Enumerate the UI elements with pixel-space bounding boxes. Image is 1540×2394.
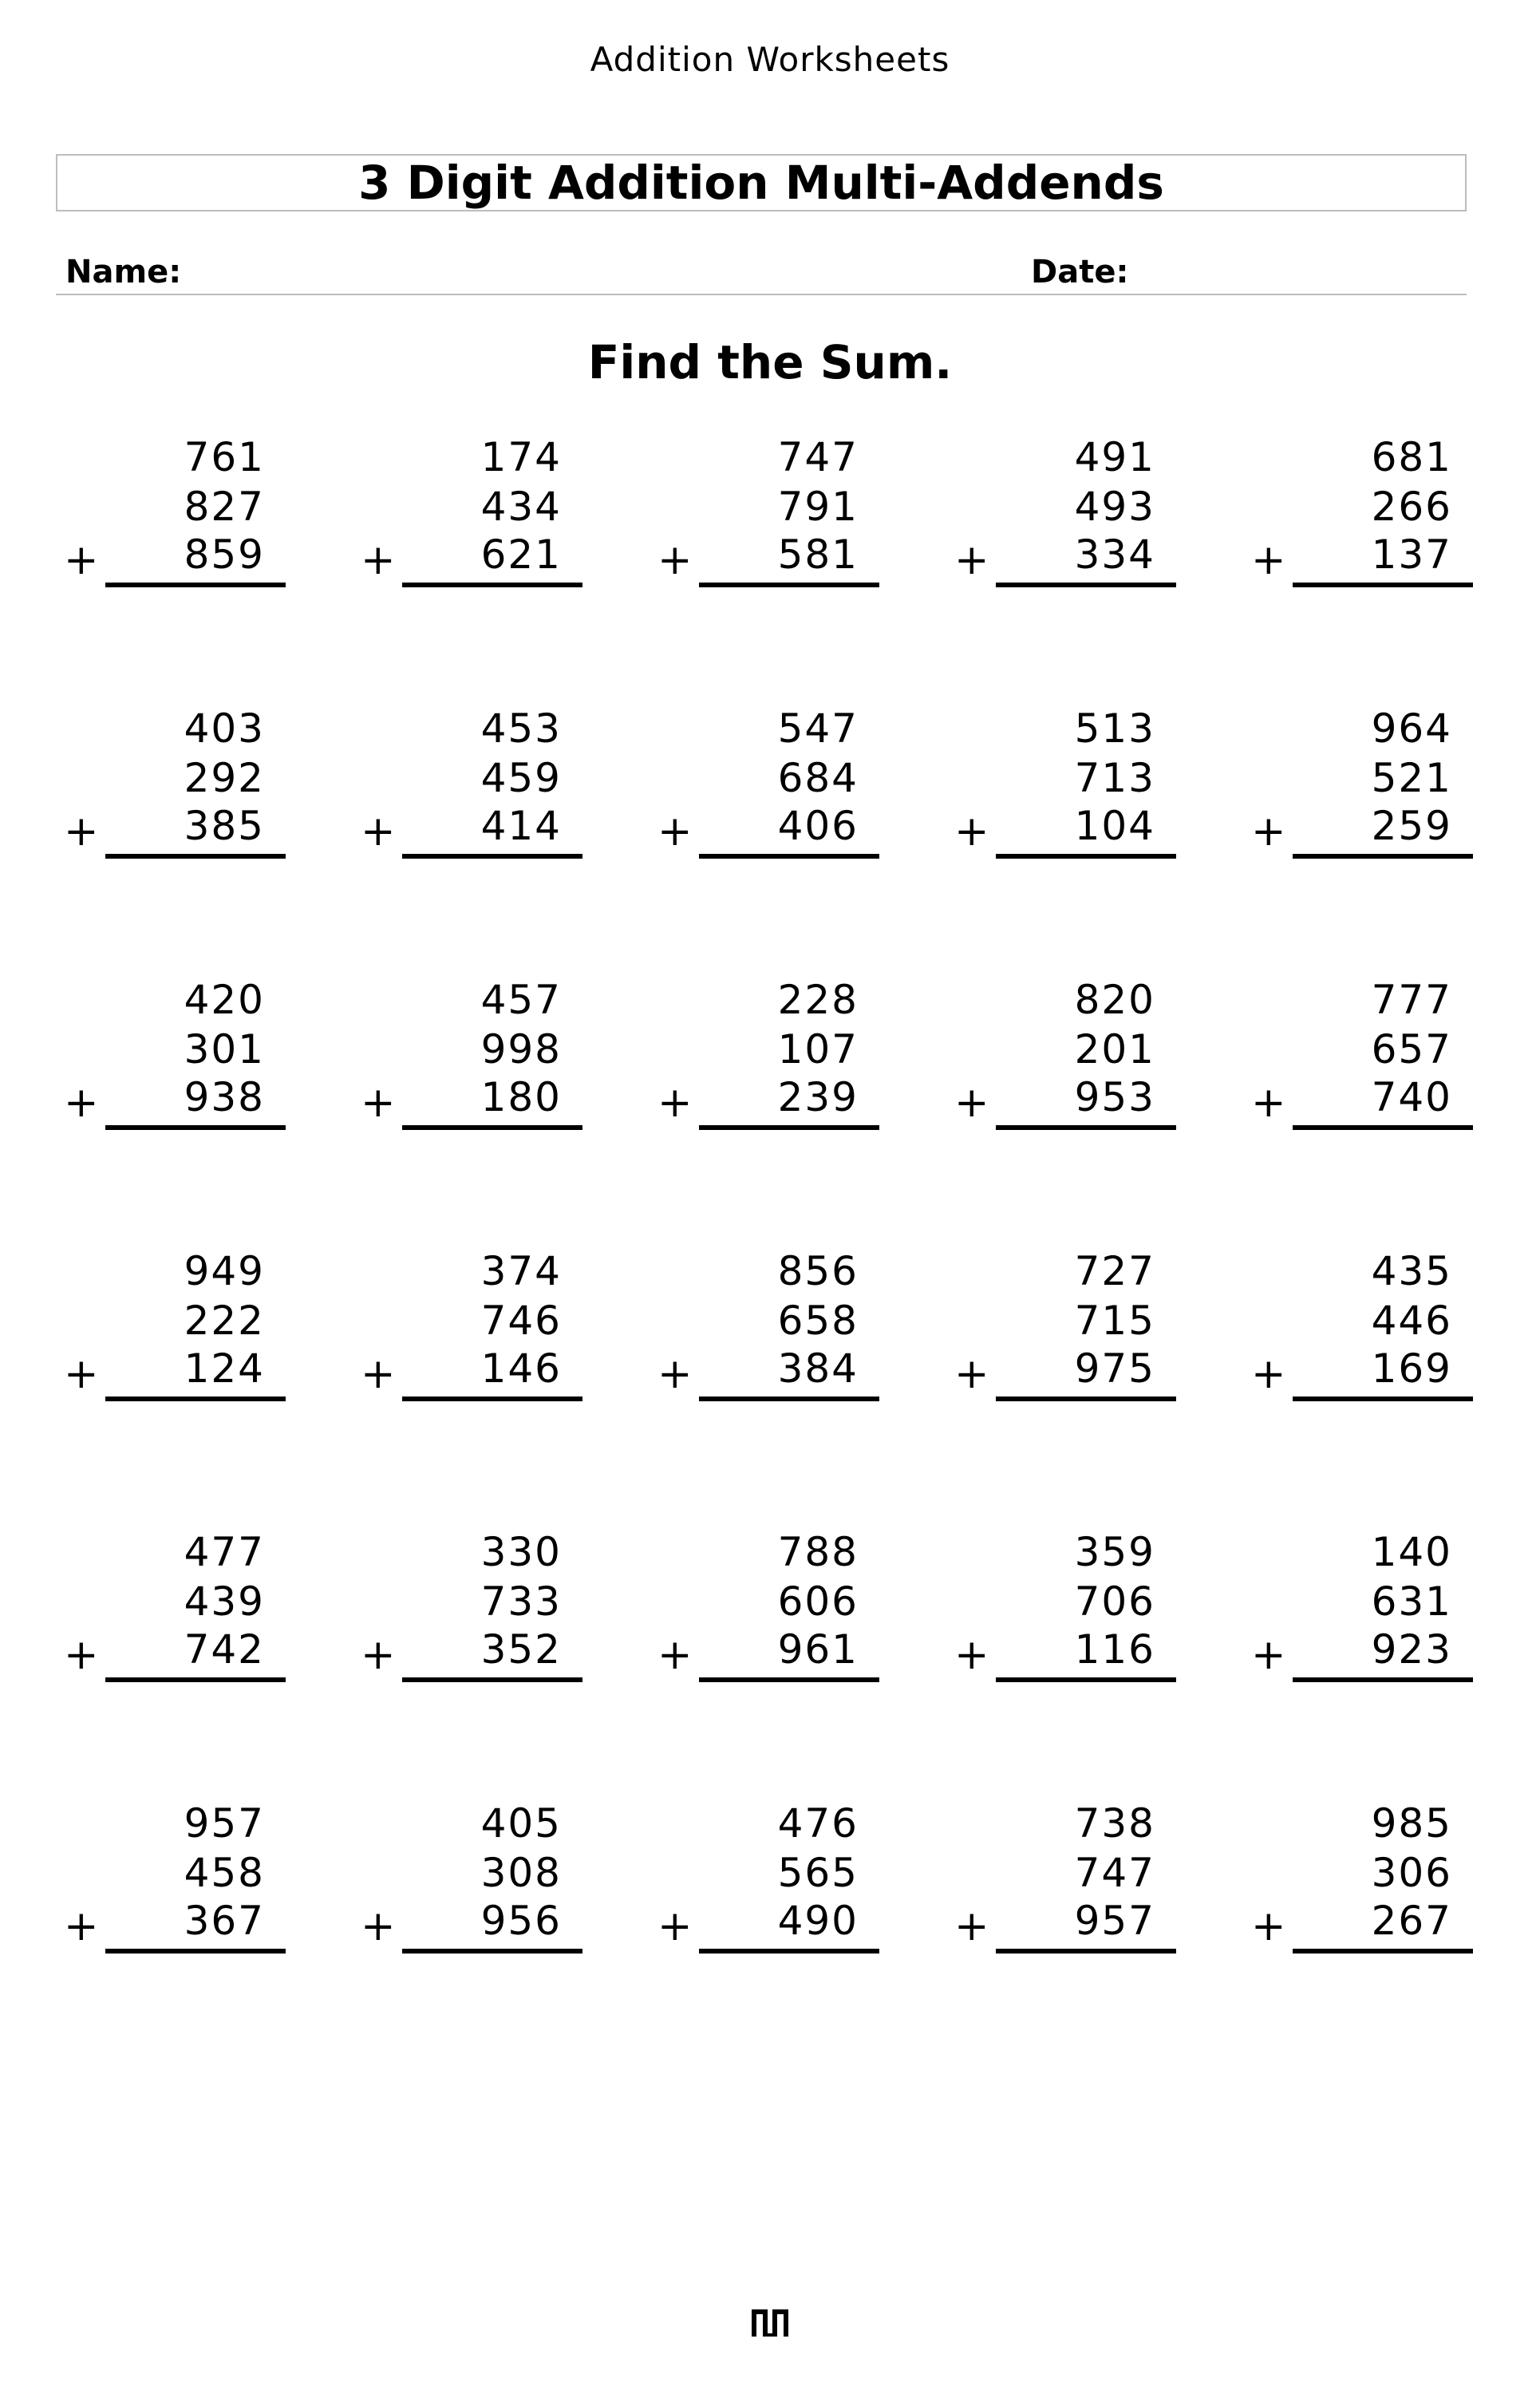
addend-3: 956 bbox=[480, 1898, 562, 1944]
plus-sign: + bbox=[657, 536, 693, 584]
answer-line bbox=[402, 583, 582, 587]
addition-problem bbox=[64, 977, 287, 1140]
plus-sign: + bbox=[954, 1079, 989, 1127]
addend-2: 658 bbox=[777, 1298, 859, 1344]
plus-sign: + bbox=[657, 1902, 693, 1950]
addend-2: 713 bbox=[1074, 755, 1155, 801]
addend-3: 137 bbox=[1371, 531, 1452, 578]
addition-problem bbox=[64, 1529, 287, 1692]
addend-1: 420 bbox=[184, 977, 265, 1023]
plus-sign: + bbox=[657, 1350, 693, 1398]
instruction: Find the Sum. bbox=[587, 335, 953, 389]
plus-sign: + bbox=[64, 808, 99, 855]
addition-problem bbox=[1251, 434, 1475, 597]
answer-line bbox=[105, 854, 286, 859]
addition-problem bbox=[1251, 1800, 1475, 1963]
plus-sign: + bbox=[1251, 1902, 1286, 1950]
answer-line bbox=[699, 854, 879, 859]
plus-sign: + bbox=[954, 808, 989, 855]
addend-3: 169 bbox=[1371, 1345, 1452, 1392]
answer-line bbox=[996, 1677, 1176, 1682]
addend-1: 949 bbox=[184, 1248, 265, 1294]
plus-sign: + bbox=[657, 808, 693, 855]
addend-1: 453 bbox=[480, 705, 562, 752]
addend-2: 827 bbox=[184, 484, 265, 530]
addend-1: 957 bbox=[184, 1800, 265, 1847]
answer-line bbox=[402, 854, 582, 859]
addend-3: 180 bbox=[480, 1074, 562, 1120]
addend-1: 788 bbox=[777, 1529, 859, 1575]
plus-sign: + bbox=[64, 1631, 99, 1679]
addend-3: 104 bbox=[1074, 803, 1155, 849]
addend-1: 405 bbox=[480, 1800, 562, 1847]
addition-problem bbox=[361, 1248, 584, 1411]
addend-3: 621 bbox=[480, 531, 562, 578]
addend-3: 414 bbox=[480, 803, 562, 849]
addend-1: 513 bbox=[1074, 705, 1155, 752]
addend-2: 222 bbox=[184, 1298, 265, 1344]
addend-2: 459 bbox=[480, 755, 562, 801]
plus-sign: + bbox=[361, 1902, 396, 1950]
addend-1: 477 bbox=[184, 1529, 265, 1575]
addend-1: 476 bbox=[777, 1800, 859, 1847]
addition-problem bbox=[657, 1248, 881, 1411]
addend-3: 859 bbox=[184, 531, 265, 578]
addend-1: 491 bbox=[1074, 434, 1155, 480]
answer-line bbox=[1293, 1677, 1473, 1682]
addend-2: 998 bbox=[480, 1026, 562, 1073]
answer-line bbox=[996, 583, 1176, 587]
addend-1: 777 bbox=[1371, 977, 1452, 1023]
plus-sign: + bbox=[954, 1631, 989, 1679]
addend-2: 746 bbox=[480, 1298, 562, 1344]
addend-3: 259 bbox=[1371, 803, 1452, 849]
addition-problem bbox=[657, 434, 881, 597]
addend-3: 742 bbox=[184, 1626, 265, 1673]
plus-sign: + bbox=[361, 1350, 396, 1398]
addend-3: 740 bbox=[1371, 1074, 1452, 1120]
addend-1: 727 bbox=[1074, 1248, 1155, 1294]
addend-1: 856 bbox=[777, 1248, 859, 1294]
addition-problem bbox=[361, 434, 584, 597]
addend-3: 923 bbox=[1371, 1626, 1452, 1673]
addend-2: 107 bbox=[777, 1026, 859, 1073]
plus-sign: + bbox=[1251, 1631, 1286, 1679]
answer-line bbox=[402, 1677, 582, 1682]
plus-sign: + bbox=[657, 1631, 693, 1679]
addend-1: 820 bbox=[1074, 977, 1155, 1023]
addition-problem bbox=[954, 1800, 1178, 1963]
addition-problem bbox=[657, 977, 881, 1140]
addend-2: 301 bbox=[184, 1026, 265, 1073]
addend-1: 359 bbox=[1074, 1529, 1155, 1575]
plus-sign: + bbox=[1251, 808, 1286, 855]
addend-1: 174 bbox=[480, 434, 562, 480]
plus-sign: + bbox=[657, 1079, 693, 1127]
plus-sign: + bbox=[64, 1902, 99, 1950]
addend-1: 547 bbox=[777, 705, 859, 752]
addition-problem bbox=[954, 705, 1178, 868]
addend-2: 292 bbox=[184, 755, 265, 801]
answer-line bbox=[699, 1677, 879, 1682]
answer-line bbox=[1293, 1396, 1473, 1401]
addend-2: 706 bbox=[1074, 1578, 1155, 1625]
plus-sign: + bbox=[954, 536, 989, 584]
addend-2: 657 bbox=[1371, 1026, 1452, 1073]
addend-1: 330 bbox=[480, 1529, 562, 1575]
addend-2: 439 bbox=[184, 1578, 265, 1625]
addition-problem bbox=[657, 705, 881, 868]
answer-line bbox=[105, 583, 286, 587]
date-label: Date: bbox=[1031, 254, 1129, 290]
addition-problem bbox=[361, 1529, 584, 1692]
addition-problem bbox=[64, 1248, 287, 1411]
plus-sign: + bbox=[361, 536, 396, 584]
addend-1: 985 bbox=[1371, 1800, 1452, 1847]
plus-sign: + bbox=[64, 1079, 99, 1127]
addition-problem bbox=[1251, 977, 1475, 1140]
addend-2: 791 bbox=[777, 484, 859, 530]
addend-1: 738 bbox=[1074, 1800, 1155, 1847]
addition-problem bbox=[64, 705, 287, 868]
addend-3: 957 bbox=[1074, 1898, 1155, 1944]
addend-3: 953 bbox=[1074, 1074, 1155, 1120]
plus-sign: + bbox=[954, 1902, 989, 1950]
addend-3: 406 bbox=[777, 803, 859, 849]
answer-line bbox=[996, 854, 1176, 859]
addend-1: 228 bbox=[777, 977, 859, 1023]
worksheet-title: 3 Digit Addition Multi-Addends bbox=[56, 154, 1467, 211]
answer-line bbox=[402, 1125, 582, 1130]
addend-3: 975 bbox=[1074, 1345, 1155, 1392]
addend-2: 446 bbox=[1371, 1298, 1452, 1344]
answer-line bbox=[1293, 1125, 1473, 1130]
answer-line bbox=[105, 1677, 286, 1682]
addition-problem bbox=[361, 1800, 584, 1963]
addend-3: 116 bbox=[1074, 1626, 1155, 1673]
addend-3: 961 bbox=[777, 1626, 859, 1673]
plus-sign: + bbox=[361, 1079, 396, 1127]
addition-problem bbox=[1251, 1529, 1475, 1692]
answer-line bbox=[996, 1396, 1176, 1401]
plus-sign: + bbox=[1251, 536, 1286, 584]
addition-problem bbox=[954, 1248, 1178, 1411]
addend-2: 266 bbox=[1371, 484, 1452, 530]
plus-sign: + bbox=[1251, 1079, 1286, 1127]
addition-problem bbox=[361, 977, 584, 1140]
addition-problem bbox=[1251, 1248, 1475, 1411]
addend-2: 715 bbox=[1074, 1298, 1155, 1344]
addend-3: 352 bbox=[480, 1626, 562, 1673]
addend-1: 435 bbox=[1371, 1248, 1452, 1294]
addition-problem bbox=[64, 1800, 287, 1963]
answer-line bbox=[699, 1949, 879, 1954]
mw-logo-icon bbox=[750, 2306, 790, 2338]
addend-2: 308 bbox=[480, 1850, 562, 1896]
plus-sign: + bbox=[954, 1350, 989, 1398]
addition-problem bbox=[657, 1800, 881, 1963]
plus-sign: + bbox=[1251, 1350, 1286, 1398]
answer-line bbox=[105, 1396, 286, 1401]
addition-problem bbox=[1251, 705, 1475, 868]
answer-line bbox=[105, 1125, 286, 1130]
answer-line bbox=[699, 1125, 879, 1130]
addend-1: 457 bbox=[480, 977, 562, 1023]
addend-3: 490 bbox=[777, 1898, 859, 1944]
answer-line bbox=[996, 1125, 1176, 1130]
addend-2: 631 bbox=[1371, 1578, 1452, 1625]
addend-3: 267 bbox=[1371, 1898, 1452, 1944]
addition-problem bbox=[657, 1529, 881, 1692]
addend-2: 565 bbox=[777, 1850, 859, 1896]
addend-3: 239 bbox=[777, 1074, 859, 1120]
addition-problem bbox=[954, 1529, 1178, 1692]
addend-3: 384 bbox=[777, 1345, 859, 1392]
addend-1: 964 bbox=[1371, 705, 1452, 752]
answer-line bbox=[1293, 1949, 1473, 1954]
answer-line bbox=[699, 583, 879, 587]
addend-2: 306 bbox=[1371, 1850, 1452, 1896]
site-title: Addition Worksheets bbox=[590, 40, 950, 79]
addend-3: 334 bbox=[1074, 531, 1155, 578]
answer-line bbox=[1293, 854, 1473, 859]
addition-problem bbox=[361, 705, 584, 868]
addend-2: 493 bbox=[1074, 484, 1155, 530]
addend-1: 140 bbox=[1371, 1529, 1452, 1575]
plus-sign: + bbox=[361, 808, 396, 855]
addition-problem bbox=[954, 977, 1178, 1140]
addend-3: 385 bbox=[184, 803, 265, 849]
addition-problem bbox=[64, 434, 287, 597]
name-label: Name: bbox=[65, 254, 182, 290]
addend-1: 374 bbox=[480, 1248, 562, 1294]
addend-3: 938 bbox=[184, 1074, 265, 1120]
addend-2: 201 bbox=[1074, 1026, 1155, 1073]
addition-problem bbox=[954, 434, 1178, 597]
addend-2: 747 bbox=[1074, 1850, 1155, 1896]
plus-sign: + bbox=[64, 536, 99, 584]
answer-line bbox=[1293, 583, 1473, 587]
addend-1: 403 bbox=[184, 705, 265, 752]
addend-2: 684 bbox=[777, 755, 859, 801]
addend-3: 124 bbox=[184, 1345, 265, 1392]
addend-2: 434 bbox=[480, 484, 562, 530]
addend-2: 733 bbox=[480, 1578, 562, 1625]
addend-1: 747 bbox=[777, 434, 859, 480]
answer-line bbox=[402, 1949, 582, 1954]
addend-1: 681 bbox=[1371, 434, 1452, 480]
answer-line bbox=[105, 1949, 286, 1954]
addend-3: 581 bbox=[777, 531, 859, 578]
plus-sign: + bbox=[361, 1631, 396, 1679]
addend-3: 367 bbox=[184, 1898, 265, 1944]
answer-line bbox=[699, 1396, 879, 1401]
addend-2: 458 bbox=[184, 1850, 265, 1896]
answer-line bbox=[402, 1396, 582, 1401]
addend-2: 521 bbox=[1371, 755, 1452, 801]
answer-line bbox=[996, 1949, 1176, 1954]
addend-1: 761 bbox=[184, 434, 265, 480]
addend-3: 146 bbox=[480, 1345, 562, 1392]
plus-sign: + bbox=[64, 1350, 99, 1398]
addend-2: 606 bbox=[777, 1578, 859, 1625]
